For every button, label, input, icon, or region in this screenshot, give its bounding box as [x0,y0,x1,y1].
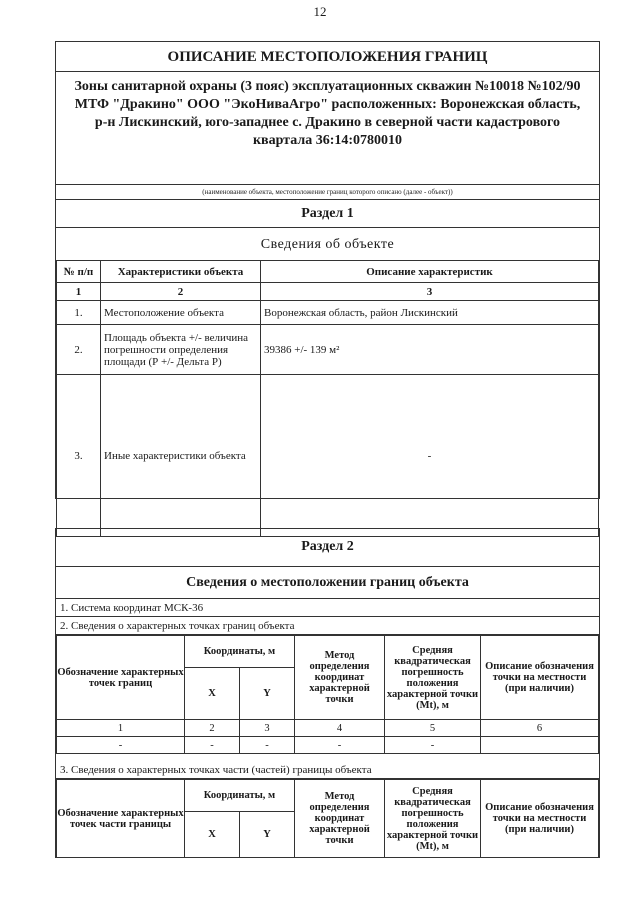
row-value: 39386 +/- 139 м² [261,325,599,375]
column-number: 2 [101,283,261,301]
table-cell: - [57,737,185,754]
coordinate-system: 1. Система координат МСК-36 [56,599,599,617]
object-description [56,72,599,184]
row-name: Площадь объекта +/- величина погрешности определения площади (Р +/- Дельта Р) [101,325,261,375]
object-info-table [56,260,599,537]
row-number: 1. [57,301,101,325]
designation-header: Обозначение характерных точек части границы [57,780,185,858]
column-number: 4 [295,720,385,737]
part-points-title: 3. Сведения о характерных точках части (частей) границы объекта [56,761,599,779]
row-value: - [261,375,599,537]
column-number: 2 [185,720,240,737]
column-number: 5 [385,720,481,737]
table-row [57,737,599,754]
table-row [57,375,599,537]
points-title: 2. Сведения о характерных точках границ объекта [56,617,599,635]
y-header: Y [240,812,295,858]
column-header: Характеристики объекта [101,261,261,283]
coords-header: Координаты, м [185,780,295,812]
column-number-row [57,720,599,737]
accuracy-header: Средняя квадратическая погрешность положения характерной точки (Mt), м [385,780,481,858]
column-number: 1 [57,283,101,301]
designation-header: Обозначение характерных точек границ [57,636,185,720]
table-cell: - [185,737,240,754]
column-number: 1 [57,720,185,737]
table-header-row [57,261,599,283]
boundary-points-table [56,635,599,754]
document-title: ОПИСАНИЕ МЕСТОПОЛОЖЕНИЯ ГРАНИЦ [56,42,599,72]
x-header: X [185,812,240,858]
section-2-block [55,528,600,858]
y-header: Y [240,668,295,720]
table-cell: - [385,737,481,754]
part-points-table [56,779,599,858]
table-cell: - [295,737,385,754]
row-name: Местоположение объекта [101,301,261,325]
method-header: Метод определения координат характерной точки [295,780,385,858]
object-caption: (наименование объекта, местоположение границ которого описано (далее - объект)) [56,184,599,200]
table-row [57,325,599,375]
row-number: 2. [57,325,101,375]
column-number-row [57,283,599,301]
table-cell: - [240,737,295,754]
row-name: Иные характеристики объекта [101,375,261,537]
column-header: № п/п [57,261,101,283]
object-line: квартала 36:14:0780010 [252,133,403,148]
page-number: 12 [313,4,327,19]
column-number: 6 [481,720,599,737]
description-header: Описание обозначения точки на местности (при наличии) [481,780,599,858]
column-number: 3 [261,283,599,301]
coords-header: Координаты, м [185,636,295,668]
object-line: р-н Лискинский, юго-западнее с. Дракино в северной части кадастрового [94,115,561,130]
section-1-block [55,41,600,499]
x-header: X [185,668,240,720]
description-header: Описание обозначения точки на местности (при наличии) [481,636,599,720]
section-1-heading: Раздел 1 [56,200,599,228]
accuracy-header: Средняя квадратическая погрешность положения характерной точки (Mt), м [385,636,481,720]
row-value: Воронежская область, район Лискинский [261,301,599,325]
object-line: МТФ "Дракино" ООО "ЭкоНиваАгро" расположенных: Воронежская область, [74,97,581,112]
section-2-subheading: Сведения о местоположении границ объекта [56,567,599,599]
row-number: 3. [57,375,101,537]
object-line: Зоны санитарной охраны (3 пояс) эксплуатационных скважин №10018 №102/90 [74,79,581,94]
table-row [57,301,599,325]
method-header: Метод определения координат характерной точки [295,636,385,720]
column-header: Описание характеристик [261,261,599,283]
table-cell [481,737,599,754]
section-2-heading: Раздел 2 [56,529,599,567]
table-header-row [57,636,599,668]
section-1-subheading: Сведения об объекте [260,237,395,252]
table-header-row [57,780,599,812]
column-number: 3 [240,720,295,737]
